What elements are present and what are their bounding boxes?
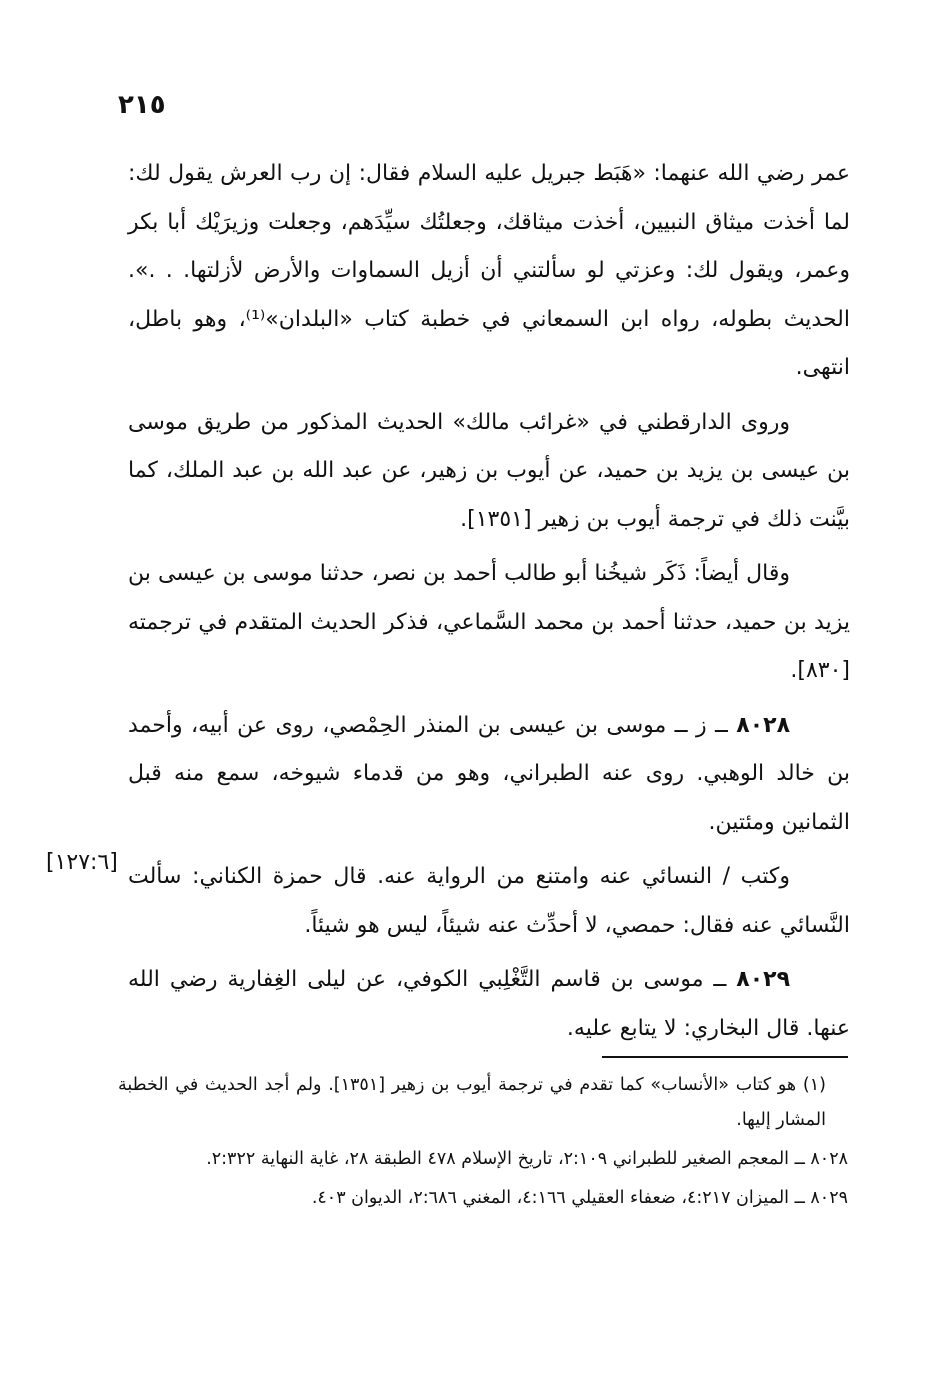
footnote-1: (١) هو كتاب «الأنساب» كما تقدم في ترجمة أيوب بن زهير [١٣٥١]. ولم أجد الحديث في الخطبة المشار إليها.	[118, 1075, 826, 1130]
margin-reference: [١٢٧:٦]	[46, 850, 118, 875]
footnote-divider	[602, 1056, 848, 1058]
entry-text: ــ ز ــ موسى بن عيسى بن المنذر الحِمْصي، روى عن أبيه، وأحمد بن خالد الوهبي. روى عنه الطبراني، وهو من قدماء شيوخه، سمع منه قبل الثمانين ومئتين.	[128, 712, 850, 835]
page-number: ٢١٥	[118, 90, 166, 120]
paragraph-daraqutni: وروى الدارقطني في «غرائب مالك» الحديث المذكور من طريق موسى بن عيسى بن يزيد بن حميد، عن أيوب بن زهير، عن عبد الله بن عبد الملك، كما بيَّنت ذلك في ترجمة أيوب بن زهير [١٣٥١].	[128, 409, 850, 532]
paragraph-qala-aydan: وقال أيضاً: ذَكَر شيخُنا أبو طالب أحمد بن نصر، حدثنا موسى بن عيسى بن يزيد بن حميد، حدثنا أحمد بن محمد السَّماعي، فذكر الحديث المتقدم في ترجمته [٨٣٠].	[128, 561, 850, 683]
paragraph-nasai: وكتب / النسائي عنه وامتنع من الرواية عنه. قال حمزة الكناني: سألت النَّسائي عنه فقال: حمصي، لا أحدِّث عنه شيئاً، ليس هو شيئاً.	[128, 864, 850, 938]
source-note-8028: ٨٠٢٨ ــ المعجم الصغير للطبراني ٢:١٠٩، تاريخ الإسلام ٤٧٨ الطبقة ٢٨، غاية النهاية ٢:٣٢٢.	[206, 1149, 848, 1169]
entry-8029	[128, 956, 850, 1053]
entry-8028	[128, 702, 850, 848]
source-note-8029: ٨٠٢٩ ــ الميزان ٤:٢١٧، ضعفاء العقيلي ٤:١٦٦، المغني ٢:٦٨٦، الديوان ٤٠٣.	[311, 1188, 848, 1208]
entry-number: ٨٠٢٨	[736, 712, 790, 738]
footnotes	[118, 1068, 848, 1220]
entry-number: ٨٠٢٩	[736, 967, 790, 992]
main-text	[128, 150, 850, 1059]
paragraph-hadith: عمر رضي الله عنهما: «هَبَط جبريل عليه السلام فقال: إن رب العرش يقول لك: لما أخذت ميثاق النبيين، أخذت ميثاقك، وجعلتُك سيِّدَهم، وجعلت وزيرَيْك أبا بكر وعمر، ويقول لك: وعزتي لو سألتني أن أزيل السماوات والأرض لأزلتها. . .». الحديث بطوله، رواه ابن السمعاني في خطبة كتاب «البلدان»⁽¹⁾، وهو باطل، انتهى.	[128, 161, 850, 380]
entry-text: ــ موسى بن قاسم التَّغْلِبي الكوفي، عن ليلى الغِفارية رضي الله عنها. قال البخاري: لا يتابع عليه.	[128, 967, 850, 1041]
